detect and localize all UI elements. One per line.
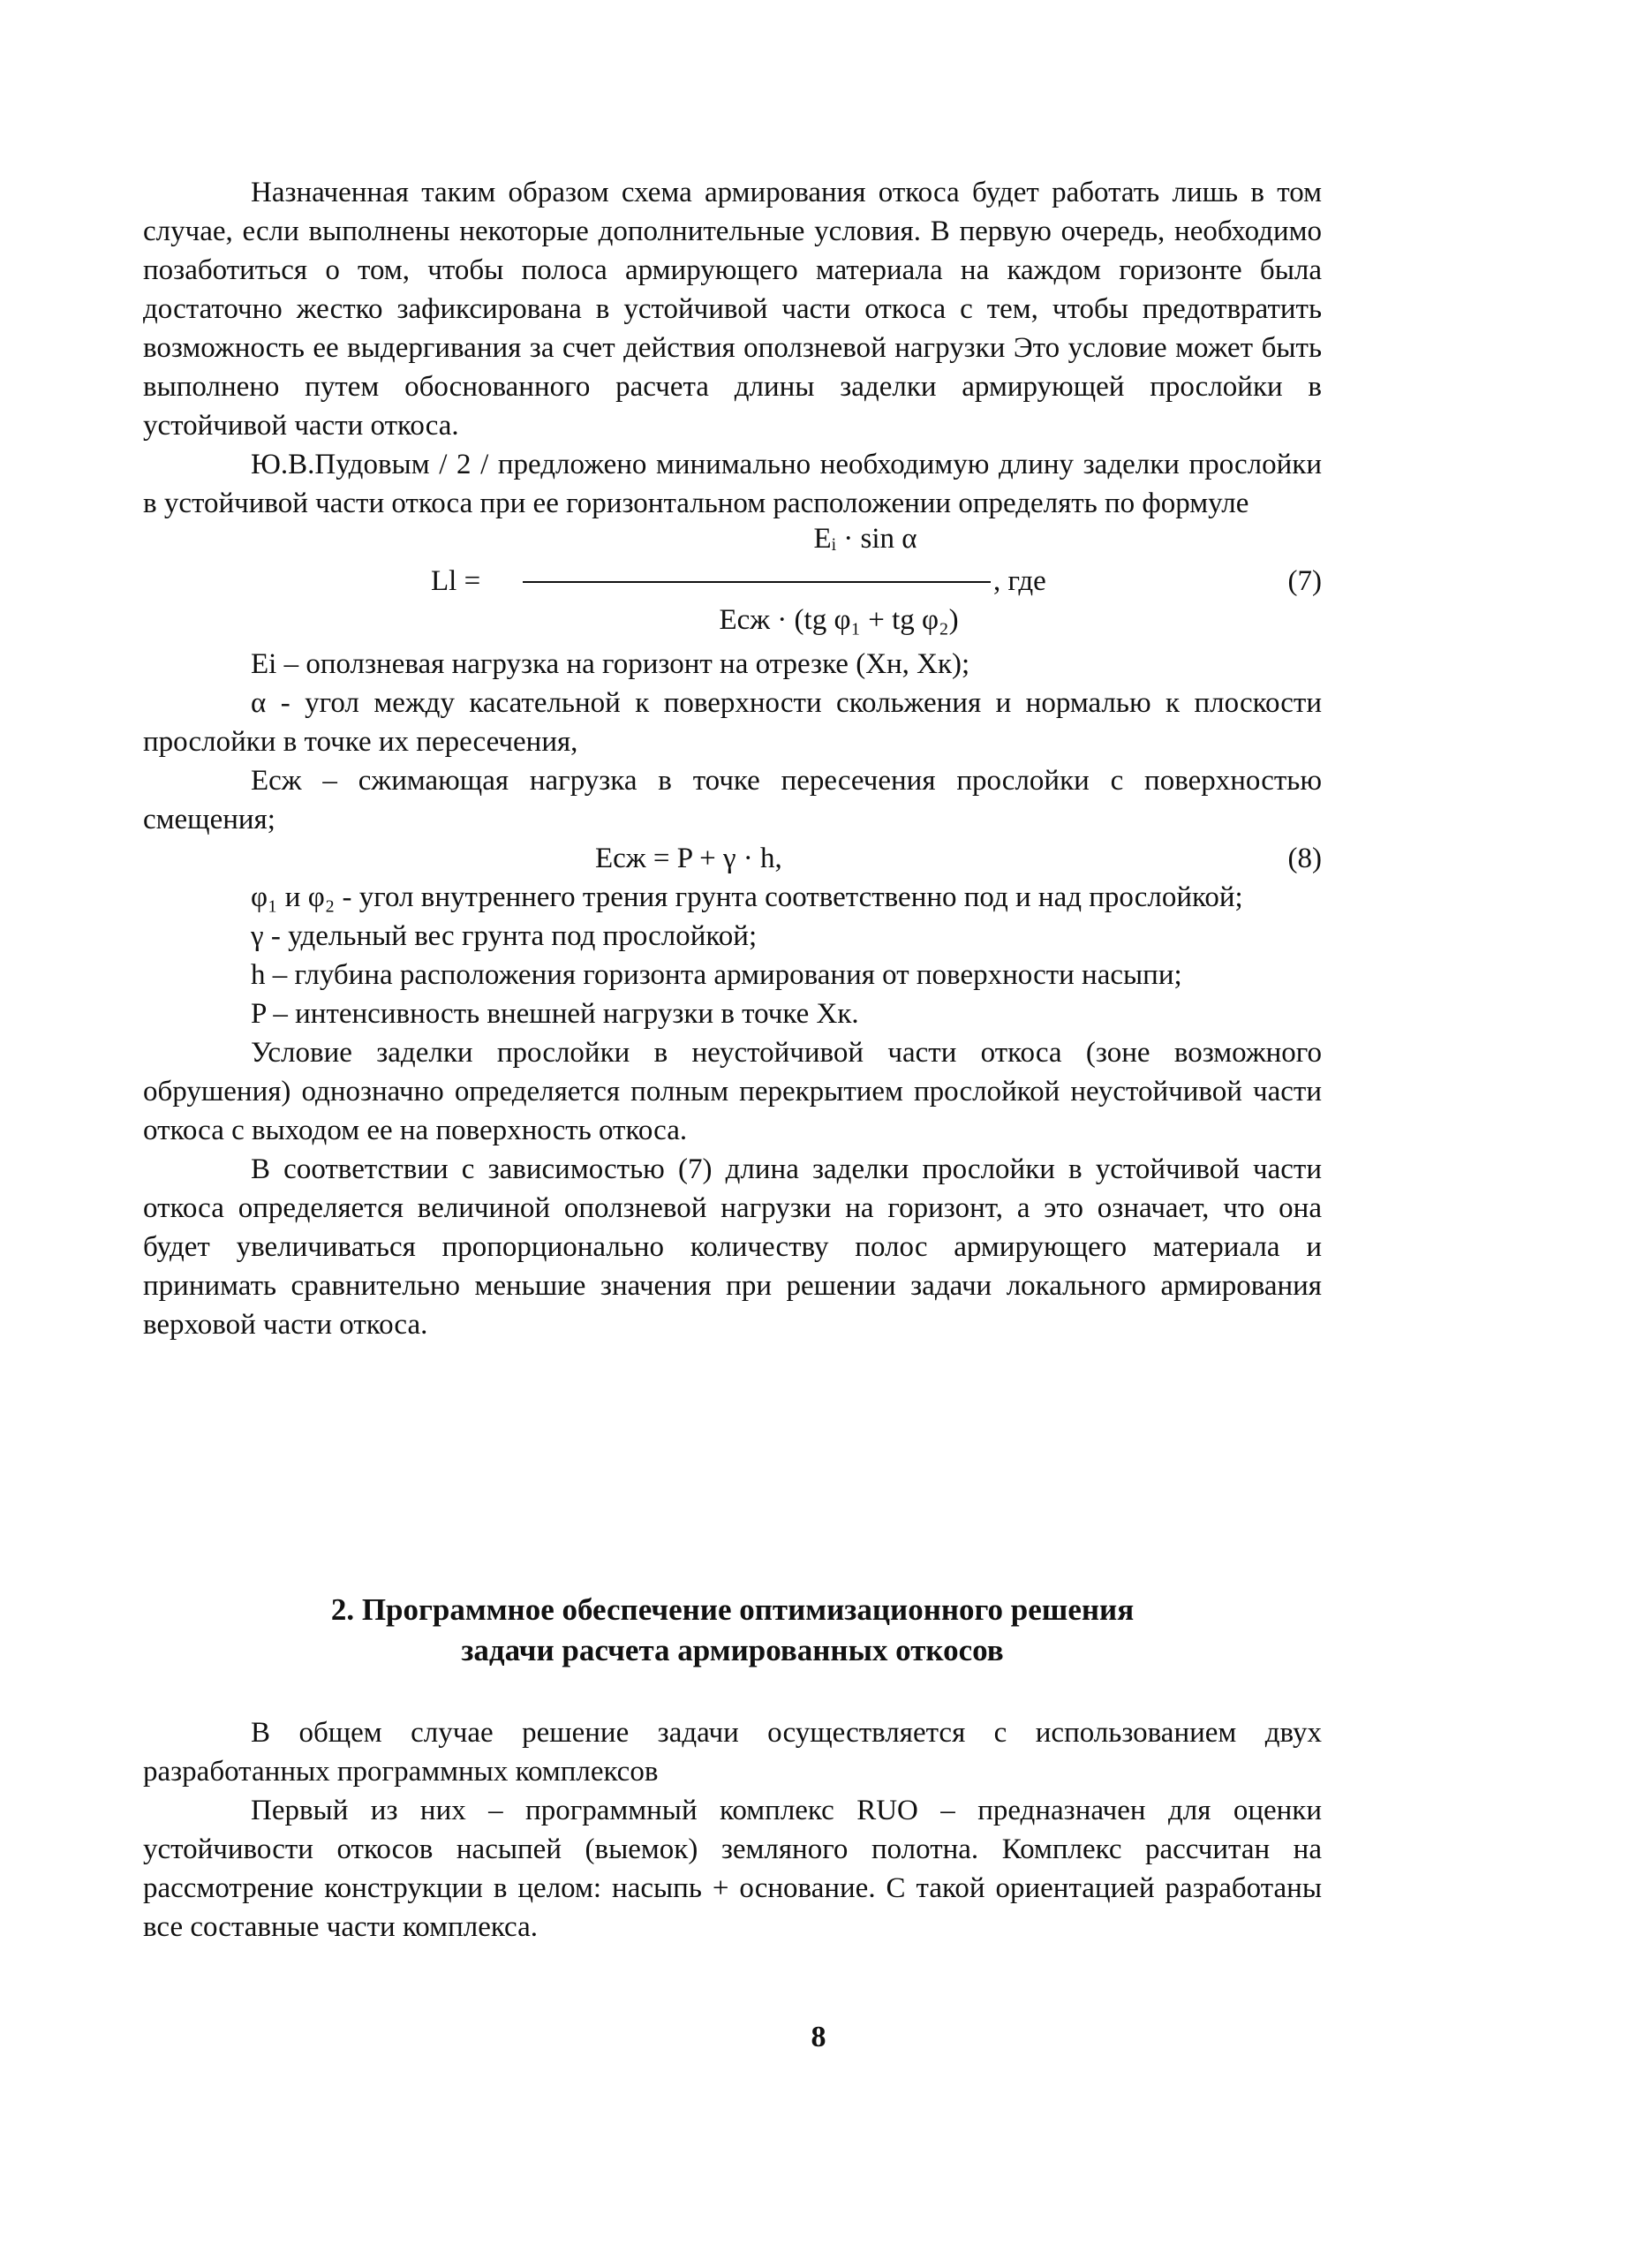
paragraph: Условие заделки прослойки в неустойчивой части откоса (зоне возможного обрушения) однозначно определяется полным перекрытием прослойкой неустойчивой части откоса с выходом ее на поверхность откоса. [143,1037,1322,1146]
paragraph: Назначенная таким образом схема армирования откоса будет работать лишь в том случае, если выполнены некоторые дополнительные условия. В первую очередь, необходимо позаботиться о том, чтобы полоса армирующего материала на каждом горизонте была достаточно жестко зафиксирована в устойчивой части откоса с тем, чтобы предотвратить возможность ее выдергивания за счет действия оползневой нагрузки Это условие может быть выполнено путем обоснованного расчета длины заделки армирующей прослойки в устойчивой части откоса. [143,177,1322,442]
formula-8 [143,839,1322,878]
section-heading [143,1590,1322,1671]
definition-item: h – глубина расположения горизонта армирования от поверхности насыпи; [251,959,1182,991]
paragraph: Ю.В.Пудовым / 2 / предложено минимально необходимую длину заделки прослойки в устойчивой части откоса при ее горизонтальном расположении определять по формуле [143,449,1322,519]
paragraph: Первый из них – программный комплекс RUO – предназначен для оценки устойчивости откосов насыпей (выемок) земляного полотна. Комплекс рассчитан на рассмотрение конструкции в целом: насыпь + основание. С такой ориентацией разработаны все составные части комплекса. [143,1795,1322,1943]
formula-7 [143,523,1322,645]
formula-7-numerator: Eᵢ · sin α [813,523,917,555]
definition-item: Eсж – сжимающая нагрузка в точке пересечения прослойки с поверхностью смещения; [143,765,1322,835]
section-heading-line-2: задачи расчета армированных откосов [461,1633,1004,1667]
fraction-bar [523,581,991,583]
definition-item: Ei – оползневая нагрузка на горизонт на отрезке (Хн, Хк); [251,648,970,680]
formula-7-lhs: Ll = [431,565,481,597]
equation-number-8: (8) [1287,843,1322,874]
formula-7-denominator: Eсж · (tg φ₁ + tg φ₂) [719,604,959,636]
formula-7-suffix: , где [993,565,1046,597]
definition-item: α - угол между касательной к поверхности скольжения и нормалью к плоскости прослойки в точке их пересечения, [143,687,1322,758]
equation-number-7: (7) [1287,565,1322,597]
text-block-bottom [143,1713,1322,1947]
definition-item: P – интенсивность внешней нагрузки в точке Хк. [251,998,859,1030]
definition-item: γ - удельный вес грунта под прослойкой; [251,920,758,952]
section-heading-line-1: 2. Программное обеспечение оптимизационного решения [330,1592,1135,1627]
page-number: 8 [811,2021,826,2053]
text-block-top [143,173,1322,1344]
paragraph: В общем случае решение задачи осуществляется с использованием двух разработанных программных комплексов [143,1717,1322,1788]
definition-item: φ₁ и φ₂ - угол внутреннего трения грунта соответственно под и над прослойкой; [251,881,1243,913]
paragraph: В соответствии с зависимостью (7) длина заделки прослойки в устойчивой части откоса определяется величиной оползневой нагрузки на горизонт, а это означает, что она будет увеличиваться пропорционально количеству полос армирующего материала и принимать сравнительно меньшие значения при решении задачи локального армирования верховой части откоса. [143,1153,1322,1341]
formula-8-expression: Eсж = P + γ · h, [595,843,782,874]
